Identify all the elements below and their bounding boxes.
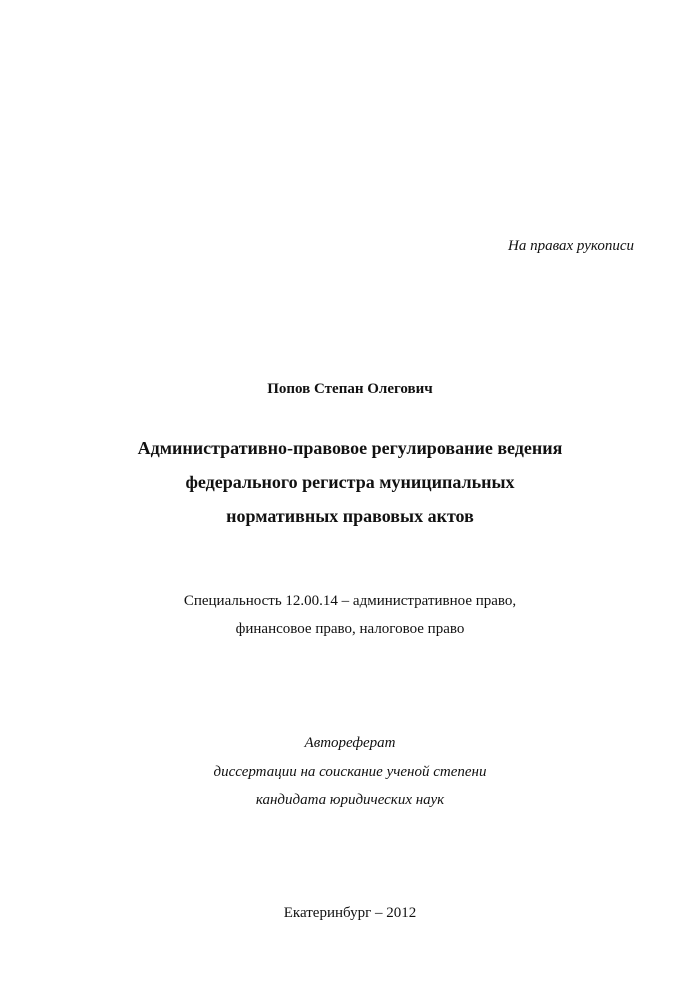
specialty-line-1: Специальность 12.00.14 – административное право, — [183, 593, 517, 609]
rights-note: На правах рукописи — [508, 238, 634, 254]
abstract-degree-line: диссертации на соискание ученой степени — [213, 764, 487, 780]
abstract-label: Автореферат — [304, 735, 396, 751]
title-line-1: Административно-правовое регулирование ведения — [137, 438, 563, 458]
title-line-3: нормативных правовых актов — [226, 506, 474, 526]
city-year: Екатеринбург – 2012 — [283, 905, 417, 921]
author-name: Попов Степан Олегович — [267, 381, 433, 397]
abstract-field-line: кандидата юридических наук — [255, 792, 445, 808]
title-line-2: федерального регистра муниципальных — [185, 472, 515, 492]
specialty-line-2: финансовое право, налоговое право — [235, 621, 465, 637]
